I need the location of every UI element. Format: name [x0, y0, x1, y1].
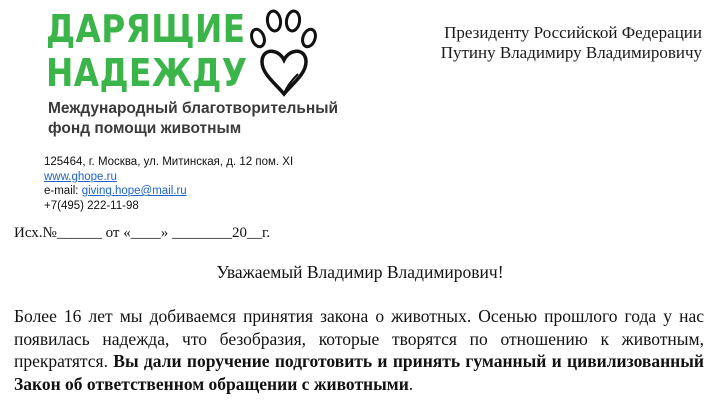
logo-subtitle-line2: фонд помощи животным [48, 120, 242, 137]
outgoing-reference: Исх.№______ от «____» ________20__г. [14, 225, 271, 241]
email-link[interactable]: giving.hope@mail.ru [81, 185, 187, 197]
logo-title-line2: НАДЕЖДУ [46, 51, 248, 95]
body-end-punct: . [408, 373, 414, 394]
addressee-line1: Президенту Российской Федерации [444, 23, 702, 42]
website-link[interactable]: www.ghope.ru [44, 170, 117, 183]
address-text: 125464, г. Москва, ул. Митинская, д. 12 пом. XI [44, 156, 294, 168]
contacts-block [44, 155, 293, 213]
greeting: Уважаемый Владимир Владимирович! [216, 262, 504, 282]
addressee-block [441, 23, 702, 63]
body-bold-text: Вы дали поручение подготовить и принять гуманный и цивилизованный Закон об ответственном обращении с животными [14, 351, 705, 394]
letter-body [14, 305, 704, 395]
addressee-line2: Путину Владимиру Владимировичу [440, 43, 702, 62]
logo-subtitle-line1: Международный благотворительный [48, 100, 339, 117]
body-plain-text: Более 16 лет мы добиваемся принятия закона о животных. Осенью прошлого года у нас появилась надежда, что безобразия, которые творятся по отношению к животным, прекратятся. [14, 306, 704, 371]
phone-text: +7(495) 222-11-98 [44, 199, 139, 212]
paw-heart-icon [248, 8, 320, 98]
logo-title-line1: ДАРЯЩИЕ [46, 7, 246, 51]
foundation-logo [44, 7, 339, 138]
email-label: e-mail: [44, 185, 82, 197]
